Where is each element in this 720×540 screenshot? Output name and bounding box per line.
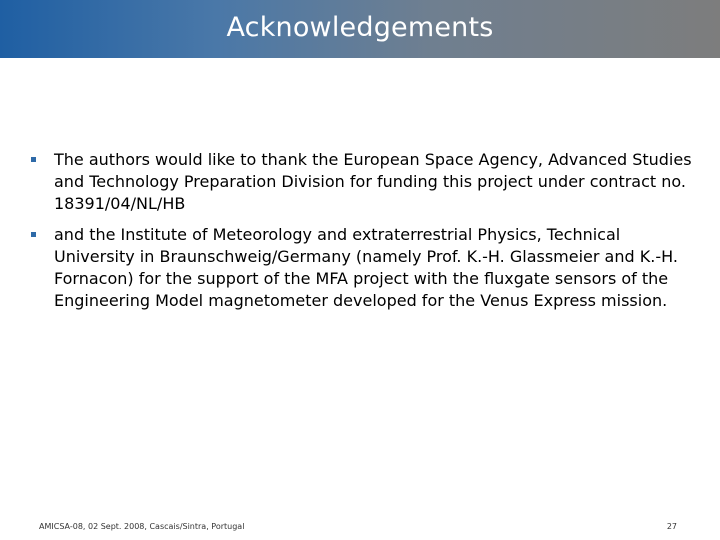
square-bullet-icon (31, 157, 36, 162)
bullet-list (28, 149, 693, 321)
footer-conference-text: AMICSA-08, 02 Sept. 2008, Cascais/Sintra, Portugal (39, 522, 245, 531)
slide-title: Acknowledgements (226, 12, 494, 43)
square-bullet-icon (31, 232, 36, 237)
bullet-item (28, 224, 693, 312)
page-number: 27 (666, 522, 677, 531)
bullet-text: and the Institute of Meteorology and extraterrestrial Physics, Technical University in Braunschweig/Germany (namely Prof. K.-H. Glassmeier and K.-H. Fornacon) for the support of the MFA project with the fluxgate sensors of the Engineering Model magnetometer developed for the Venus Express mission. (54, 225, 678, 310)
bullet-item (28, 149, 693, 215)
bullet-text: The authors would like to thank the European Space Agency, Advanced Studies and Technology Preparation Division for funding this project under contract no. 18391/04/NL/HB (54, 150, 692, 213)
